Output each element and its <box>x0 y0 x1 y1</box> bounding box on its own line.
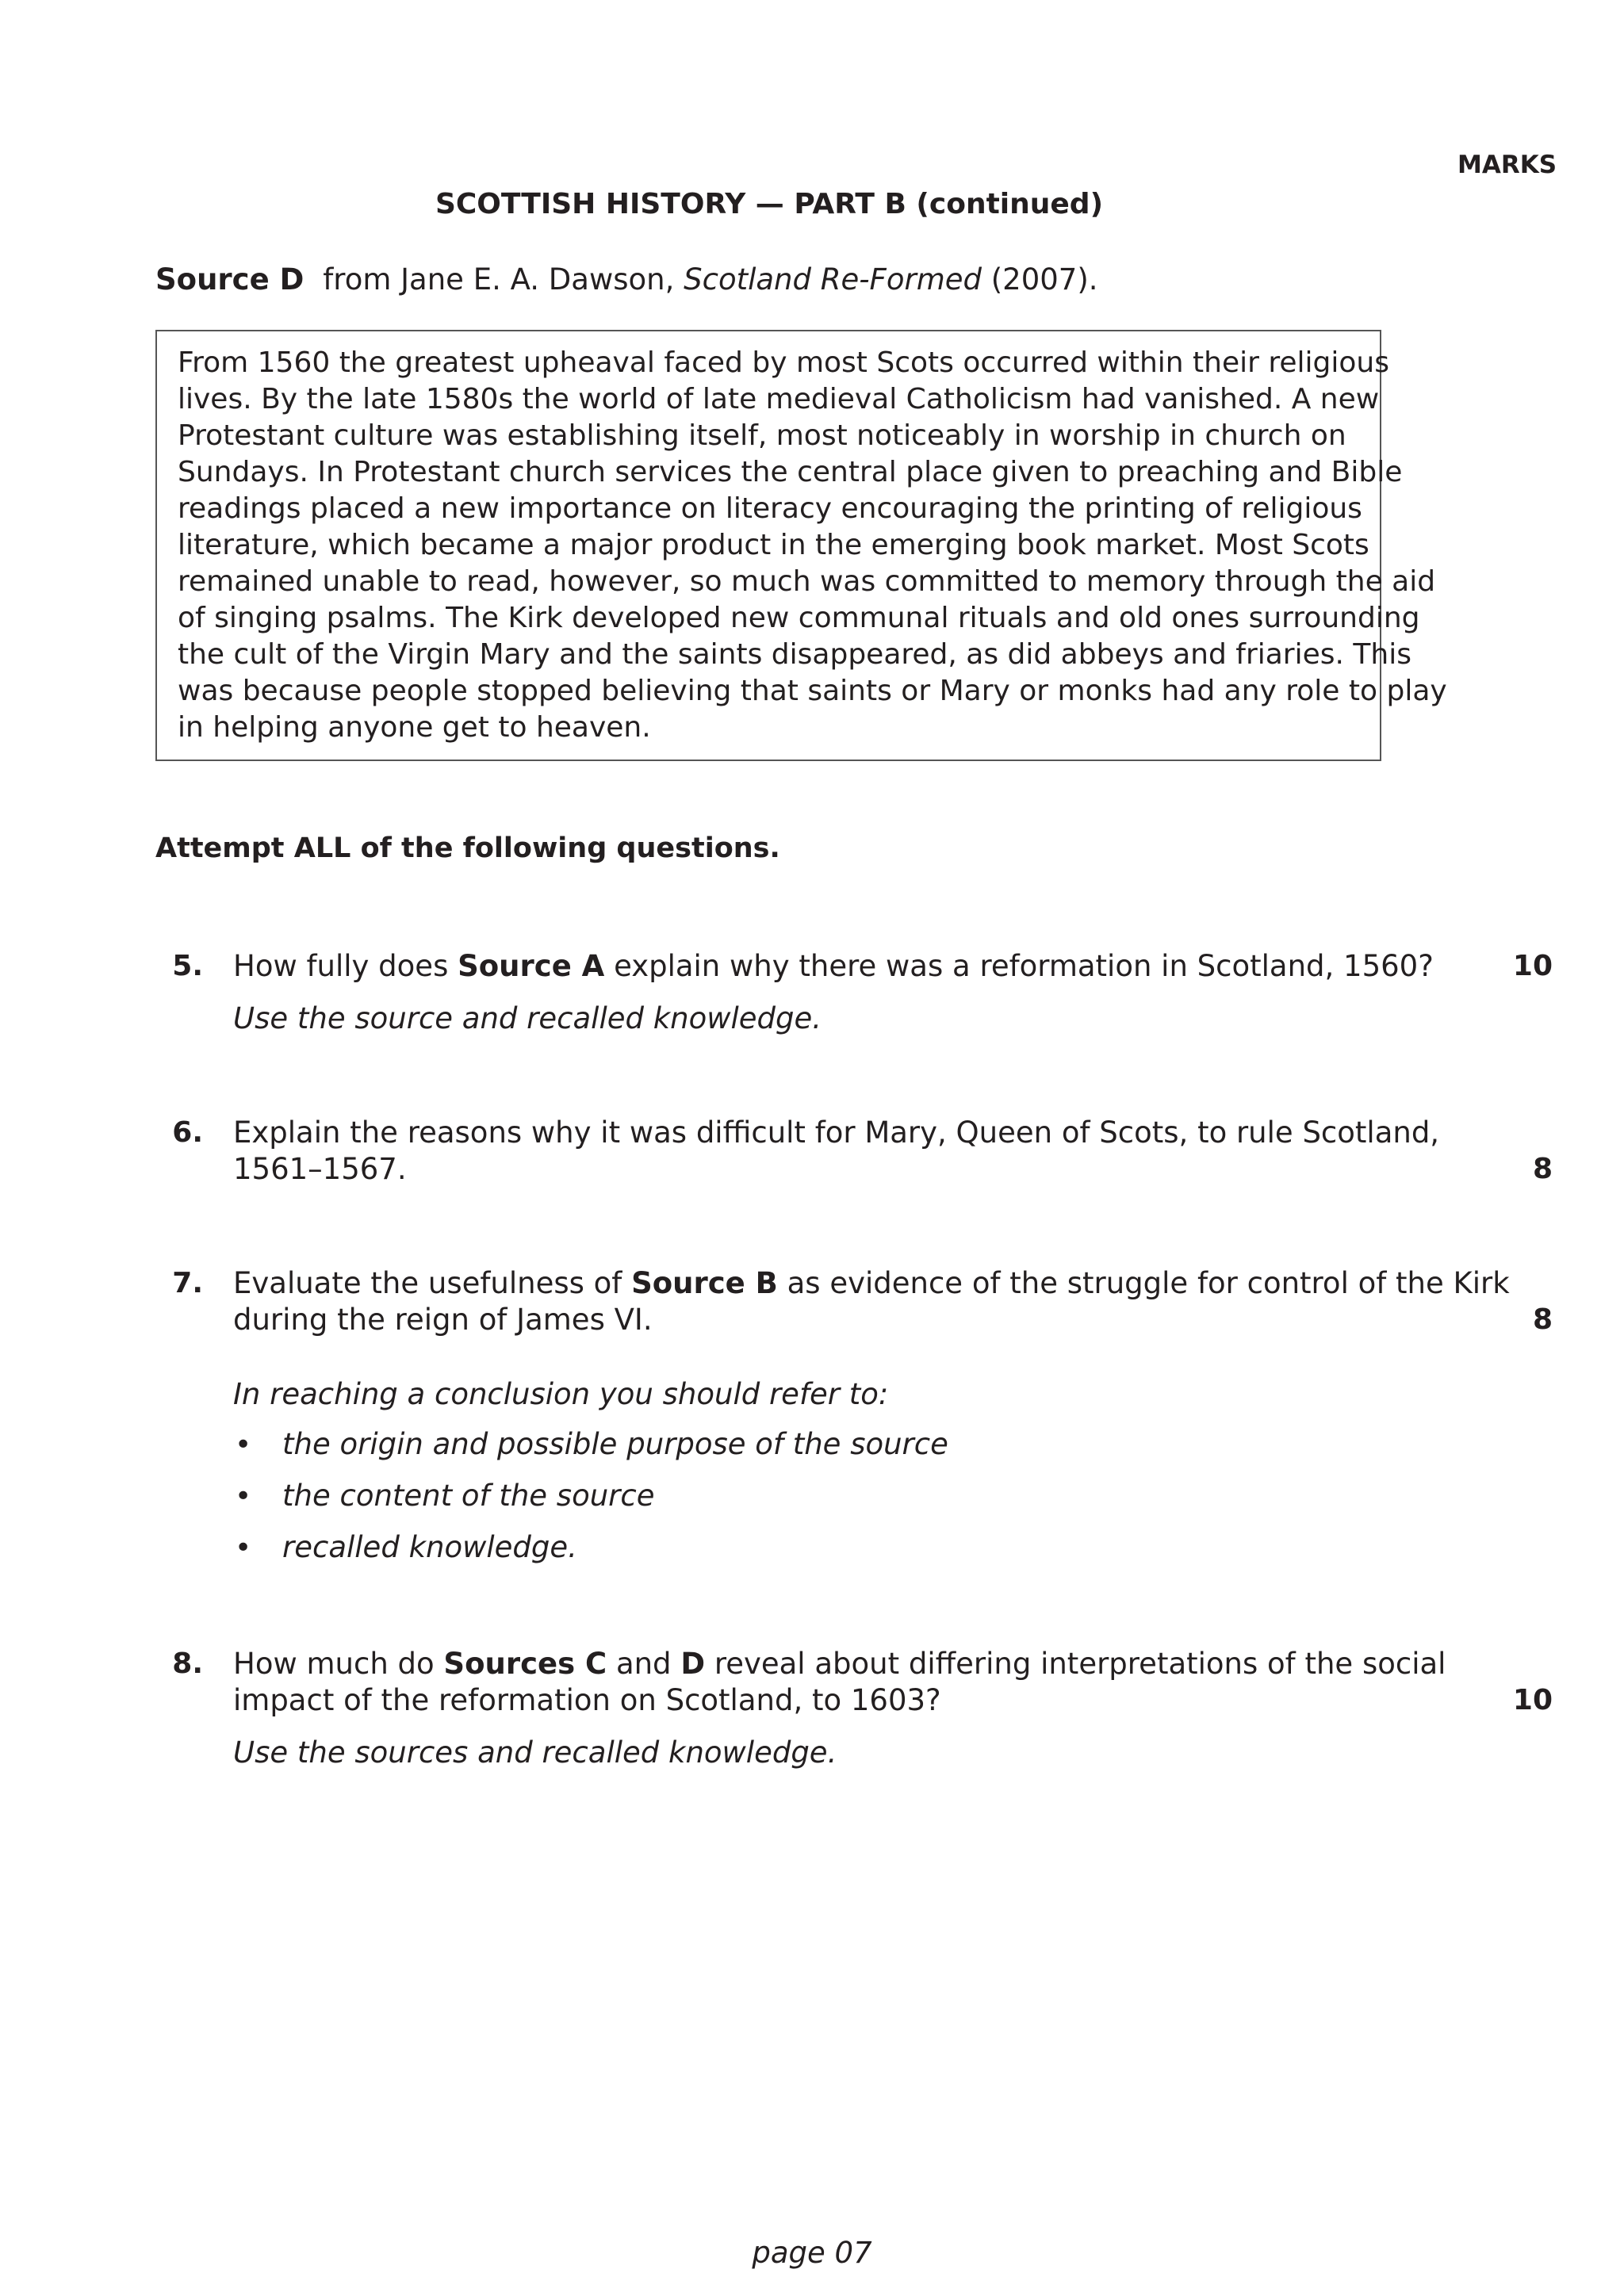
source-book-title: Scotland Re-Formed <box>684 262 982 297</box>
source-text-line: literature, which became a major product in the emerging book market. Most Scots <box>178 529 1369 561</box>
source-attribution <box>155 262 1098 297</box>
question-7-bullet: recalled knowledge. <box>282 1530 577 1564</box>
q8-text-a: How much do <box>233 1647 435 1681</box>
question-7-guidance: In reaching a conclusion you should refer to: <box>233 1377 889 1411</box>
source-text-box <box>155 330 1447 761</box>
source-text-line: in helping anyone get to heaven. <box>178 711 651 744</box>
marks-column-header: MARKS <box>1457 151 1557 179</box>
bullet-point: • <box>235 1532 252 1564</box>
source-text-line: Protestant culture was establishing itself, most noticeably in worship in church on <box>178 419 1346 452</box>
page-number: page 07 <box>752 2236 872 2270</box>
bullet-point: • <box>235 1480 252 1513</box>
question-8-line-1 <box>233 1646 1446 1682</box>
q7-text-b: as evidence of the struggle for control of the Kirk <box>787 1266 1510 1300</box>
source-year: (2007). <box>990 262 1098 297</box>
source-text-line: the cult of the Virgin Mary and the saints disappeared, as did abbeys and friaries. This <box>178 638 1411 671</box>
q8-text-b: and <box>615 1647 672 1681</box>
question-7-bullet: the origin and possible purpose of the source <box>282 1427 948 1461</box>
question-7-marks: 8 <box>1532 1303 1553 1336</box>
question-number-8: 8. <box>172 1647 203 1680</box>
q8-source-ref-c: Sources C <box>443 1647 607 1681</box>
q5-source-ref: Source A <box>458 949 605 983</box>
question-5-guidance: Use the source and recalled knowledge. <box>233 1001 822 1035</box>
question-number-6: 6. <box>172 1116 203 1149</box>
source-text-line: lives. By the late 1580s the world of late medieval Catholicism had vanished. A new <box>178 383 1380 415</box>
q8-source-ref-d: D <box>680 1647 706 1681</box>
section-title: SCOTTISH HISTORY — PART B (continued) <box>435 188 1104 220</box>
question-7-line-1 <box>233 1265 1510 1302</box>
source-text-line: Sundays. In Protestant church services the central place given to preaching and Bible <box>178 456 1403 488</box>
source-text-line: readings placed a new importance on literacy encouraging the printing of religious <box>178 492 1362 525</box>
q5-text-a: How fully does <box>233 949 449 983</box>
question-8-line-2: impact of the reformation on Scotland, to 1603? <box>233 1683 941 1717</box>
q5-text-b: explain why there was a reformation in Scotland, 1560? <box>614 949 1434 983</box>
source-text-line: of singing psalms. The Kirk developed new communal rituals and old ones surrounding <box>178 602 1420 634</box>
instruction-heading: Attempt ALL of the following questions. <box>155 832 780 864</box>
question-7-bullet: the content of the source <box>282 1479 655 1513</box>
question-number-7: 7. <box>172 1267 203 1299</box>
question-8-guidance: Use the sources and recalled knowledge. <box>233 1735 837 1770</box>
question-5-marks: 10 <box>1512 950 1553 982</box>
q7-text-a: Evaluate the usefulness of <box>233 1266 622 1300</box>
source-text-line: was because people stopped believing that saints or Mary or monks had any role to play <box>178 675 1447 707</box>
source-label: Source D <box>155 262 304 297</box>
question-6-line-1: Explain the reasons why it was difficult for Mary, Queen of Scots, to rule Scotland, <box>233 1115 1440 1150</box>
question-6-marks: 8 <box>1532 1153 1553 1185</box>
source-text-line: remained unable to read, however, so much was committed to memory through the aid <box>178 565 1436 598</box>
bullet-point: • <box>235 1429 252 1461</box>
source-from: from Jane E. A. Dawson, <box>323 262 675 297</box>
question-8-marks: 10 <box>1512 1684 1553 1716</box>
question-number-5: 5. <box>172 950 203 982</box>
question-7-line-2: during the reign of James VI. <box>233 1303 653 1337</box>
question-5-text <box>233 948 1434 985</box>
q7-source-ref: Source B <box>631 1266 778 1300</box>
q8-text-c: reveal about differing interpretations of the social <box>714 1647 1446 1681</box>
question-6-line-2: 1561–1567. <box>233 1152 407 1186</box>
source-text-line: From 1560 the greatest upheaval faced by most Scots occurred within their religious <box>178 346 1389 379</box>
